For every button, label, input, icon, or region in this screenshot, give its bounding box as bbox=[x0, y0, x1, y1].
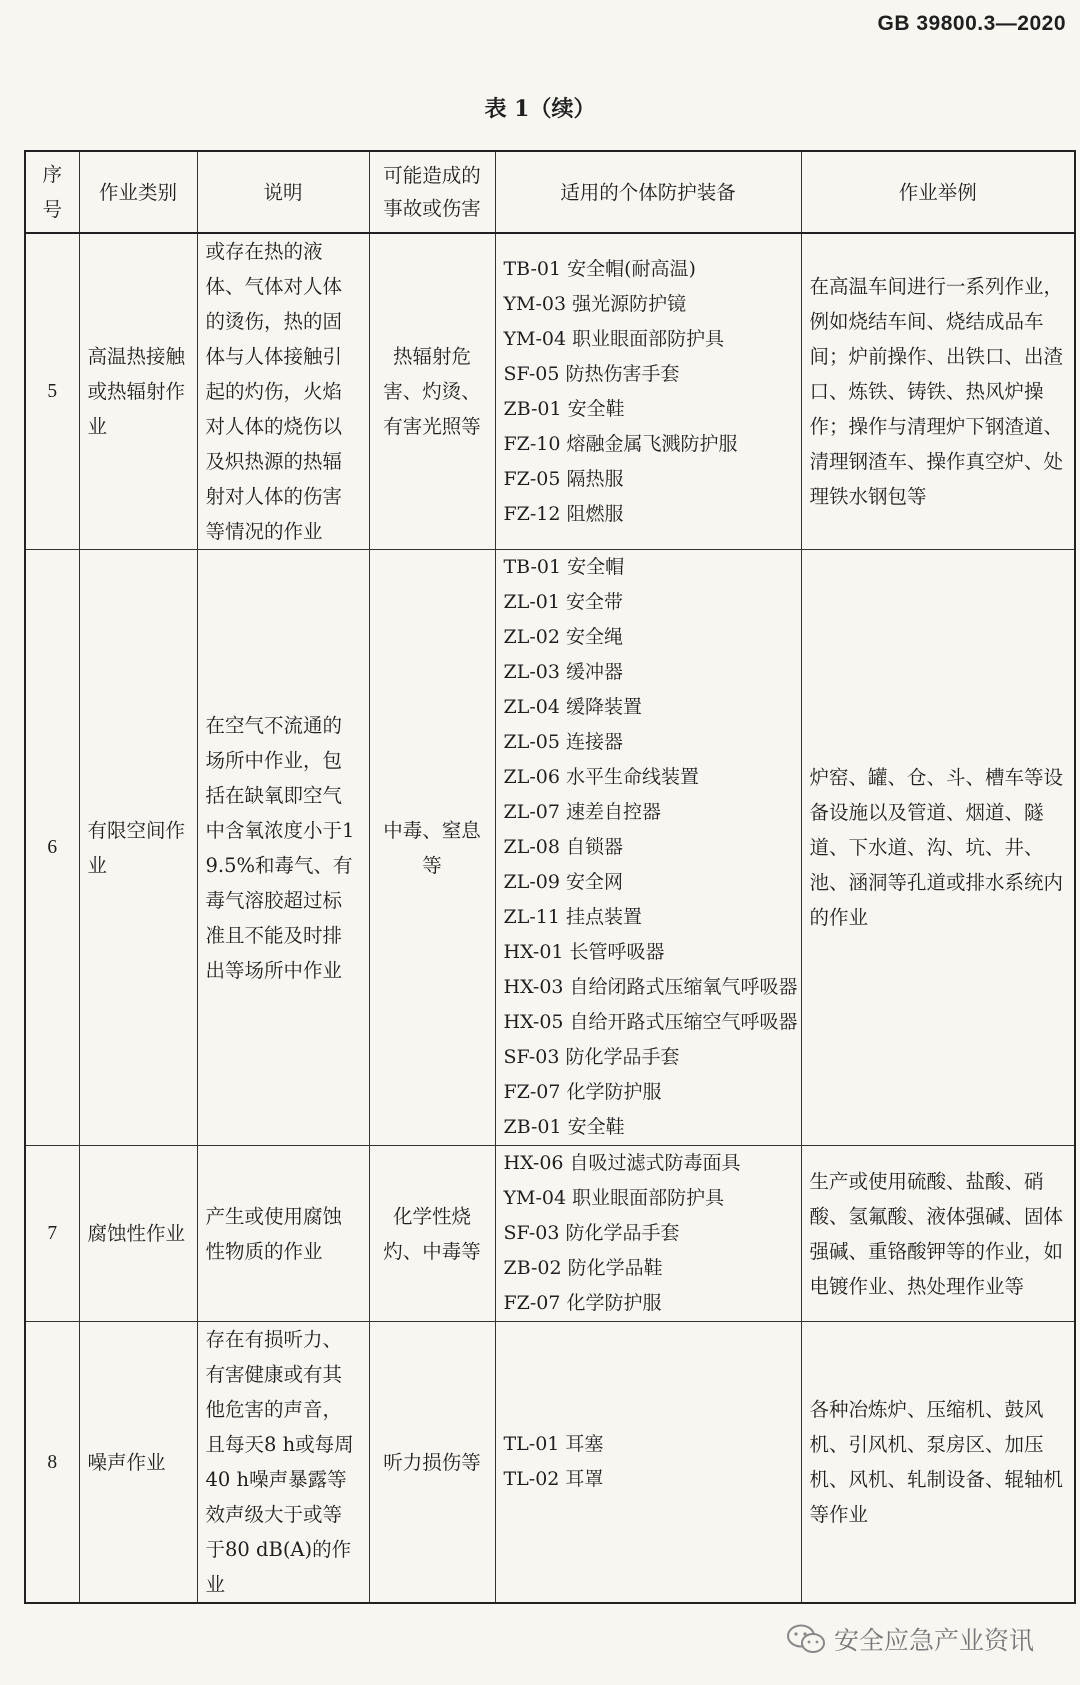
table-row bbox=[25, 550, 1075, 1146]
wechat-icon bbox=[786, 1623, 826, 1655]
equipment-item: ZB-01 安全鞋 bbox=[503, 397, 625, 420]
row-example: 在高温车间进行一系列作业，例如烧结车间、烧结成品车间；炉前操作、出铁口、出渣口、炼铁、铸铁、热风炉操作；操作与清理炉下钢渣道、清理钢渣车、操作真空炉、处理铁水钢包等 bbox=[801, 233, 1075, 550]
equipment-item: ZL-03 缓冲器 bbox=[503, 661, 623, 683]
row-harm: 热辐射危害、灼烫、有害光照等 bbox=[369, 233, 495, 550]
table-row bbox=[25, 1322, 1075, 1604]
row-harm: 听力损伤等 bbox=[369, 1322, 495, 1604]
row-example: 生产或使用硫酸、盐酸、硝酸、氢氟酸、液体强碱、固体强碱、重铬酸钾等的作业，如电镀作业、热处理作业等 bbox=[801, 1146, 1075, 1322]
row-equipment bbox=[495, 233, 801, 550]
col-header-description: 说明 bbox=[197, 151, 369, 233]
table-title: 表 1（续） bbox=[484, 96, 596, 122]
equipment-item: TB-01 安全帽 bbox=[503, 556, 625, 578]
equipment-item: ZL-09 安全网 bbox=[503, 871, 623, 893]
equipment-item: SF-03 防化学品手套 bbox=[503, 1222, 680, 1244]
equipment-item: TB-01 安全帽(耐高温) bbox=[503, 257, 696, 280]
table-header-row bbox=[25, 151, 1075, 233]
equipment-item: FZ-07 化学防护服 bbox=[503, 1081, 662, 1103]
equipment-item: TL-01 耳塞 bbox=[503, 1433, 604, 1455]
row-description: 产生或使用腐蚀性物质的作业 bbox=[197, 1146, 369, 1322]
equipment-item: FZ-07 化学防护服 bbox=[503, 1292, 662, 1314]
equipment-item: YM-04 职业眼面部防护具 bbox=[503, 327, 725, 350]
equipment-item: YM-03 强光源防护镜 bbox=[503, 292, 687, 315]
table-row bbox=[25, 233, 1075, 550]
watermark bbox=[786, 1621, 1034, 1657]
row-description: 存在有损听力、有害健康或有其他危害的声音，且每天8 h或每周40 h噪声暴露等效声级大于或等于80 dB(A)的作业 bbox=[197, 1322, 369, 1604]
row-harm: 化学性烧灼、中毒等 bbox=[369, 1146, 495, 1322]
standard-code: GB 39800.3—2020 bbox=[877, 12, 1066, 35]
ppe-table bbox=[24, 150, 1076, 1604]
equipment-item: SF-03 防化学品手套 bbox=[503, 1046, 680, 1068]
col-header-category: 作业类别 bbox=[79, 151, 197, 233]
equipment-item: HX-06 自吸过滤式防毒面具 bbox=[503, 1152, 741, 1174]
col-header-harm-line: 事故或伤害 bbox=[383, 197, 481, 220]
row-equipment bbox=[495, 1146, 801, 1322]
equipment-item: TL-02 耳罩 bbox=[503, 1468, 604, 1490]
row-example: 各种冶炼炉、压缩机、鼓风机、引风机、泵房区、加压机、风机、轧制设备、辊轴机等作业 bbox=[801, 1322, 1075, 1604]
equipment-item: ZB-02 防化学品鞋 bbox=[503, 1257, 663, 1279]
col-header-number: 序号 bbox=[25, 151, 79, 233]
watermark-text: 安全应急产业资讯 bbox=[833, 1626, 1034, 1655]
equipment-item: HX-01 长管呼吸器 bbox=[503, 941, 665, 963]
equipment-item: YM-04 职业眼面部防护具 bbox=[503, 1187, 725, 1209]
equipment-item: ZL-04 缓降装置 bbox=[503, 696, 642, 718]
equipment-item: ZL-02 安全绳 bbox=[503, 626, 623, 648]
row-example: 炉窑、罐、仓、斗、槽车等设备设施以及管道、烟道、隧道、下水道、沟、坑、井、池、涵洞等孔道或排水系统内的作业 bbox=[801, 550, 1075, 1146]
equipment-item: FZ-12 阻燃服 bbox=[503, 502, 624, 525]
equipment-item: ZL-06 水平生命线装置 bbox=[503, 766, 699, 788]
col-header-harm-line: 可能造成的 bbox=[383, 164, 481, 187]
row-category: 有限空间作业 bbox=[79, 550, 197, 1146]
equipment-item: ZL-01 安全带 bbox=[503, 591, 623, 613]
equipment-item: ZL-07 速差自控器 bbox=[503, 801, 661, 823]
equipment-item: HX-05 自给开路式压缩空气呼吸器 bbox=[503, 1011, 798, 1033]
row-equipment bbox=[495, 550, 801, 1146]
row-description: 在空气不流通的场所中作业，包括在缺氧即空气中含氧浓度小于19.5%和毒气、有毒气溶胶超过标准且不能及时排出等场所中作业 bbox=[197, 550, 369, 1146]
row-number: 8 bbox=[25, 1322, 79, 1604]
equipment-item: HX-03 自给闭路式压缩氧气呼吸器 bbox=[503, 976, 798, 998]
col-header-harm bbox=[369, 151, 495, 233]
col-header-equipment: 适用的个体防护装备 bbox=[495, 151, 801, 233]
row-number: 5 bbox=[25, 233, 79, 550]
equipment-item: ZL-05 连接器 bbox=[503, 731, 623, 753]
equipment-item: ZL-08 自锁器 bbox=[503, 836, 623, 858]
equipment-item: ZL-11 挂点装置 bbox=[503, 906, 642, 928]
equipment-item: FZ-10 熔融金属飞溅防护服 bbox=[503, 432, 738, 455]
row-number: 6 bbox=[25, 550, 79, 1146]
equipment-item: SF-05 防热伤害手套 bbox=[503, 362, 680, 385]
equipment-item: FZ-05 隔热服 bbox=[503, 467, 624, 490]
row-equipment bbox=[495, 1322, 801, 1604]
table-row bbox=[25, 1146, 1075, 1322]
col-header-example: 作业举例 bbox=[801, 151, 1075, 233]
row-number: 7 bbox=[25, 1146, 79, 1322]
row-category: 腐蚀性作业 bbox=[79, 1146, 197, 1322]
row-harm: 中毒、窒息等 bbox=[369, 550, 495, 1146]
row-description: 或存在热的液体、气体对人体的烫伤，热的固体与人体接触引起的灼伤，火焰对人体的烧伤以及炽热源的热辐射对人体的伤害等情况的作业 bbox=[197, 233, 369, 550]
row-category: 噪声作业 bbox=[79, 1322, 197, 1604]
row-category: 高温热接触或热辐射作业 bbox=[79, 233, 197, 550]
equipment-item: ZB-01 安全鞋 bbox=[503, 1116, 625, 1138]
